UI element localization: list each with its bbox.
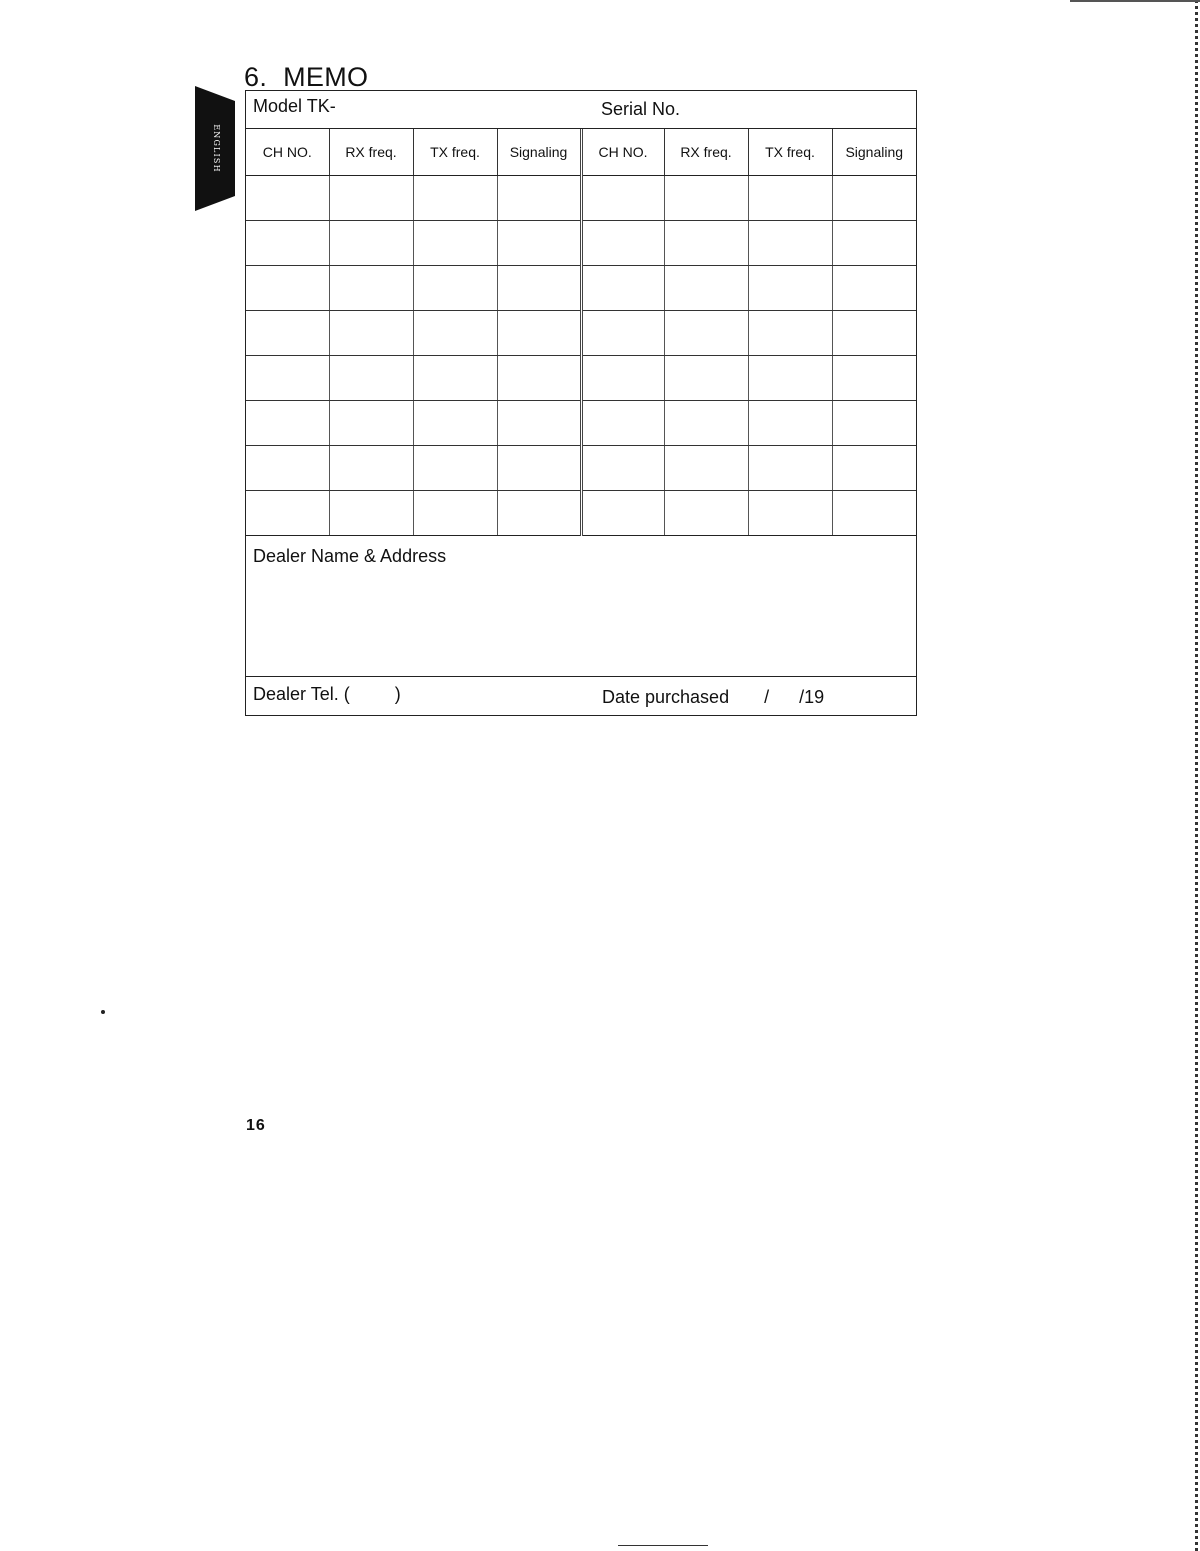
blank-cell [413,176,497,221]
column-header: TX freq. [413,129,497,176]
blank-cell [246,401,329,446]
dealer-name-label: Dealer Name & Address [253,546,447,566]
blank-cell [832,356,916,401]
blank-cell [581,266,664,311]
blank-cell [413,356,497,401]
blank-cell [497,446,581,491]
table-row [246,311,916,356]
table-row [246,446,916,491]
blank-cell [413,311,497,356]
column-header: RX freq. [664,129,748,176]
language-tab-label [196,86,236,211]
blank-cell [497,401,581,446]
blank-cell [581,356,664,401]
blank-cell [832,176,916,221]
blank-cell [581,311,664,356]
table-row [246,176,916,221]
serial-label: Serial No. [601,99,681,119]
blank-cell [497,311,581,356]
blank-cell [329,491,413,536]
blank-cell [497,491,581,536]
blank-cell [748,266,832,311]
blank-cell [832,491,916,536]
column-header: Signaling [497,129,581,176]
blank-cell [329,356,413,401]
table-row [246,491,916,536]
section-number: 6. [244,62,268,93]
blank-cell [664,266,748,311]
channel-table [246,129,916,536]
blank-cell [329,221,413,266]
blank-cell [329,311,413,356]
blank-cell [832,401,916,446]
blank-cell [581,491,664,536]
blank-cell [413,266,497,311]
blank-cell [413,401,497,446]
model-label: Model TK- [253,96,336,116]
table-row [246,266,916,311]
blank-cell [246,446,329,491]
blank-cell [664,221,748,266]
language-tab-text: ENGLISH [211,124,221,173]
blank-cell [497,266,581,311]
blank-cell [413,491,497,536]
blank-cell [748,491,832,536]
blank-cell [246,176,329,221]
blank-cell [832,446,916,491]
blank-cell [581,446,664,491]
scan-top-edge [1070,0,1200,2]
blank-cell [497,356,581,401]
dealer-address-box [246,540,916,677]
blank-cell [581,221,664,266]
blank-cell [832,221,916,266]
blank-cell [664,446,748,491]
blank-cell [748,221,832,266]
blank-cell [413,446,497,491]
scan-edge-line [1195,0,1198,1551]
blank-cell [664,356,748,401]
blank-cell [664,176,748,221]
table-row [246,221,916,266]
blank-cell [246,356,329,401]
blank-cell [832,311,916,356]
blank-cell [329,176,413,221]
scan-speck [101,1010,105,1014]
column-header: CH NO. [581,129,664,176]
blank-cell [497,176,581,221]
dealer-tel-label: Dealer Tel. ( ) [253,684,401,704]
column-header: TX freq. [748,129,832,176]
memo-form [245,90,917,716]
blank-cell [581,401,664,446]
channel-table-header [246,129,916,176]
channel-table-body [246,176,916,536]
blank-cell [246,221,329,266]
date-purchased-label: Date purchased / /19 [602,687,825,707]
blank-cell [246,311,329,356]
blank-cell [664,491,748,536]
blank-cell [664,311,748,356]
blank-cell [664,401,748,446]
blank-cell [246,491,329,536]
page-number: 16 [246,1117,266,1134]
blank-cell [246,266,329,311]
blank-cell [748,446,832,491]
column-header: RX freq. [329,129,413,176]
table-row [246,401,916,446]
table-row [246,356,916,401]
column-header: Signaling [832,129,916,176]
section-heading [244,60,368,94]
blank-cell [329,401,413,446]
dealer-tel-row [246,679,916,715]
blank-cell [748,176,832,221]
blank-cell [497,221,581,266]
blank-cell [748,311,832,356]
blank-cell [832,266,916,311]
blank-cell [329,266,413,311]
section-title: MEMO [283,62,369,93]
blank-cell [748,401,832,446]
blank-cell [413,221,497,266]
scan-bottom-mark [618,1545,708,1546]
blank-cell [581,176,664,221]
blank-cell [748,356,832,401]
blank-cell [329,446,413,491]
model-serial-row [246,91,916,129]
column-header: CH NO. [246,129,329,176]
